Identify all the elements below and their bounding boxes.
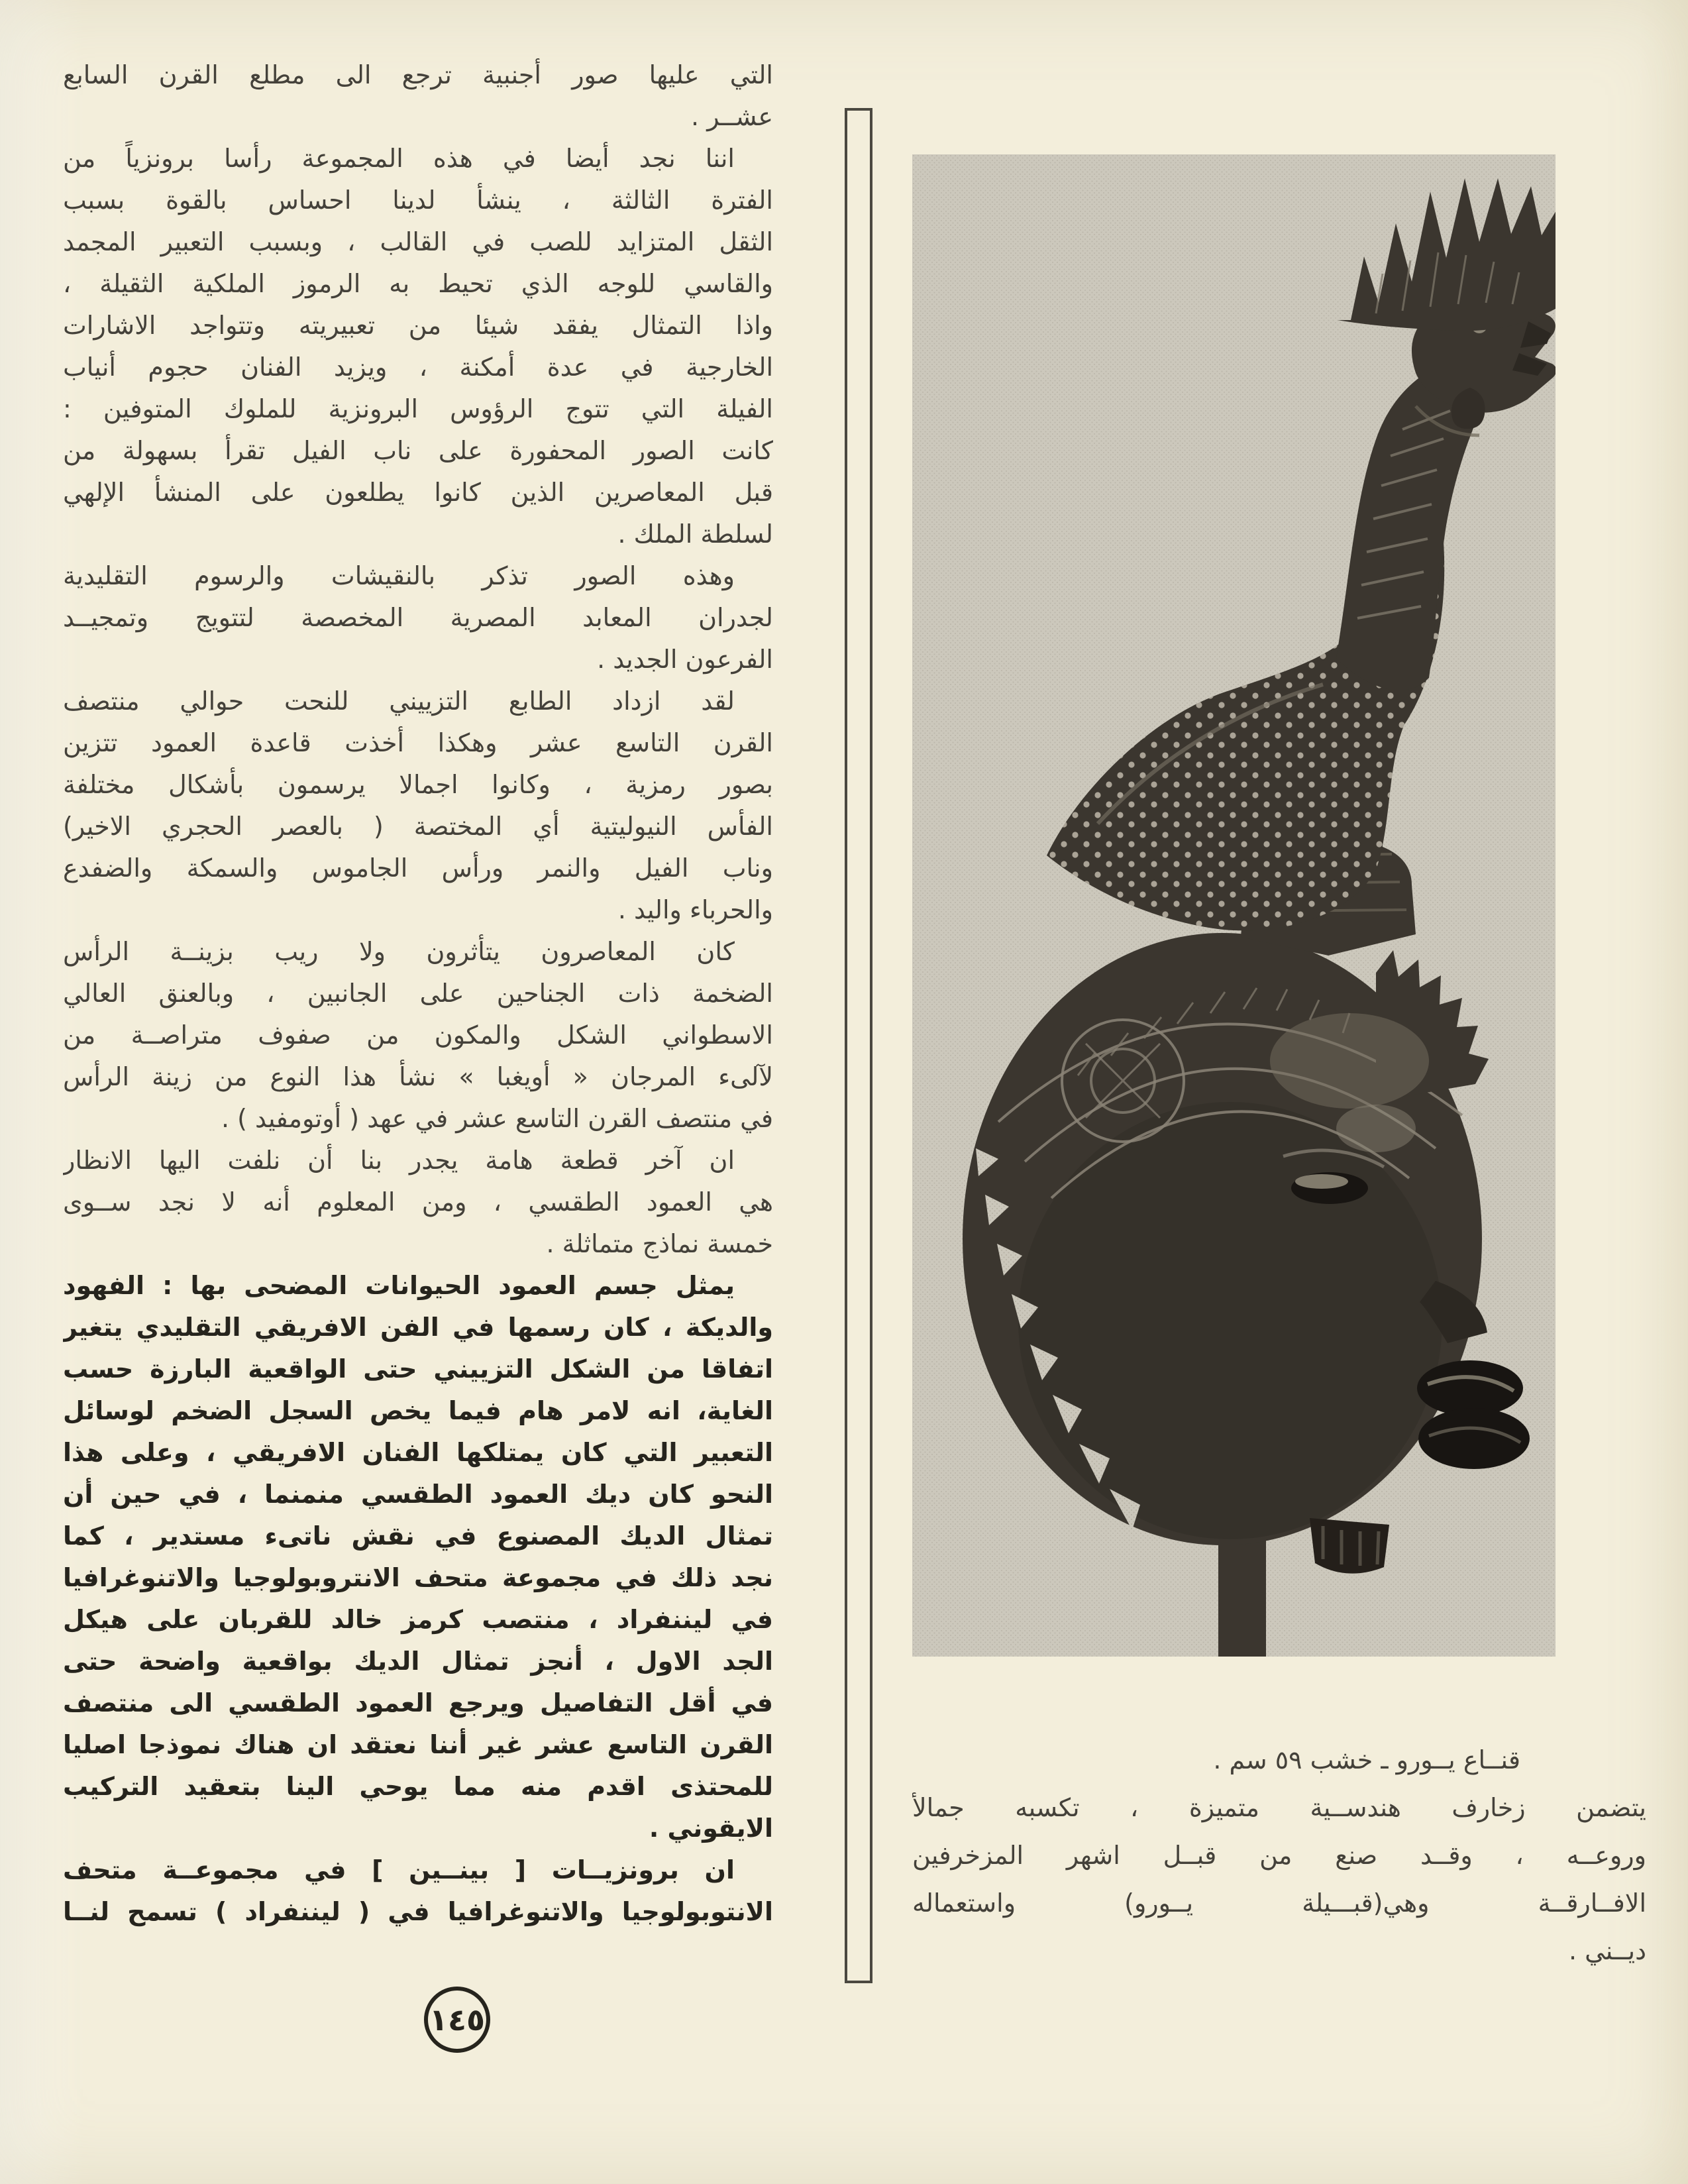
text-line: الفرعون الجديد . (597, 645, 773, 674)
text-line: في منتصف القرن التاسع عشر في عهد ( أوتومفيد ) . (221, 1104, 773, 1133)
column-separator-rule (845, 108, 872, 1983)
text-line: وهذه الصور تذكر بالنقيشات والرسوم التقليدية (63, 561, 735, 590)
text-line: واذا التمثال يفقد شيئا من تعبيريته وتتواجد الاشارات (63, 311, 773, 340)
page-number-badge (424, 1987, 490, 2053)
text-line: الغاية، انه لامر هام فيما يخص السجل الضخم لوسائل (63, 1396, 773, 1425)
text-line: عشــر . (691, 102, 773, 131)
text-line: لقد ازداد الطابع التزييني للنحت حوالي منتصف (63, 686, 735, 716)
text-line: نجد ذلك في مجموعة متحف الانتروبولوجيا والاتنوغرافيا (63, 1563, 773, 1592)
text-line: كانت الصور المحفورة على ناب الفيل تقرأ بسهولة من (63, 436, 773, 465)
text-line: والحرباء واليد . (617, 895, 773, 924)
text-line: والديكة ، كان رسمها في الفن الافريقي التقليدي يتغير (63, 1313, 773, 1342)
article-text (63, 54, 773, 1933)
page-number: ١٤٥ (429, 2002, 486, 2038)
text-line: قبل المعاصرين الذين كانوا يطلعون على المنشأ الإلهي (63, 478, 773, 507)
text-line: ان برونزيــات [ بينــين ] في مجموعــة متحف (63, 1855, 735, 1884)
caption-line: وروعــه ، وقــد صنع من قبــل اشهر المزخرفين (912, 1841, 1646, 1870)
caption-line: ديــني . (1568, 1936, 1646, 1965)
text-line: والقاسي للوجه الذي تحيط به الرموز الملكية الثقيلة ، (63, 269, 773, 298)
text-line: الجد الاول ، أنجز تمثال الديك بواقعية واضحة حتى (63, 1647, 773, 1676)
text-line: الايقوني . (649, 1814, 773, 1843)
text-line: القرن التاسع عشر غير أننا نعتقد ان هناك نموذجا اصليا (63, 1730, 773, 1759)
text-line: لجدران المعابد المصرية المخصصة لتتويج وتمجيــد (63, 603, 773, 632)
text-line: بصور رمزية ، وكانوا اجمالا يرسمون بأشكال مختلفة (63, 770, 773, 799)
text-line: اتفاقا من الشكل التزييني حتى الواقعية البارزة حسب (63, 1354, 773, 1384)
text-line: هي العمود الطقسي ، ومن المعلوم أنه لا نجد ســوى (63, 1187, 773, 1217)
text-line: لسلطة الملك . (617, 519, 773, 549)
mask-photograph (912, 154, 1556, 1657)
text-line: لآلىء المرجان « أويغبا » نشأ هذا النوع من زينة الرأس (63, 1062, 773, 1091)
text-line: النحو كان ديك العمود الطقسي منمنما ، في حين أن (63, 1480, 773, 1509)
text-line: الثقل المتزايد للصب في القالب ، وبسبب التعبير المجمد (63, 227, 773, 256)
text-line: للمحتذى اقدم منه مما يوحي الينا بتعقيد التركيب (63, 1772, 773, 1801)
caption-line: الافــارقــة وهي(قبـــيلة يــورو) واستعماله (912, 1888, 1646, 1918)
text-line: الانتوبولوجيا والاتنوغرافيا في ( ليننفراد ) تسمح لنــا (63, 1897, 773, 1926)
text-line: الضخمة ذات الجناحين على الجانبين ، وبالعنق العالي (63, 979, 773, 1008)
text-line: التعبير التي كان يمتلكها الفنان الافريقي ، وعلى هذا (63, 1438, 773, 1467)
text-line: الفأس النيوليتية أي المختصة ( بالعصر الحجري الاخير) (63, 812, 773, 841)
caption-line: قنــاع يــورو ـ خشب ٥٩ سم . (1213, 1745, 1520, 1774)
text-line: في ليننفراد ، منتصب كرمز خالد للقربان على هيكل (63, 1605, 773, 1634)
text-line: التي عليها صور أجنبية ترجع الى مطلع القرن السابع (63, 60, 773, 89)
caption-line: يتضمن زخارف هندســية متميزة ، تكسبه جمالأ (912, 1793, 1646, 1822)
text-line: وناب الفيل والنمر ورأس الجاموس والسمكة والضفدع (63, 853, 773, 883)
text-line: في أقل التفاصيل ويرجع العمود الطقسي الى منتصف (63, 1688, 773, 1718)
text-line: كان المعاصرون يتأثرون ولا ريب بزينــة الرأس (63, 937, 735, 966)
text-line: الفيلة التي تتوج الرؤوس البرونزية للملوك المتوفين : (63, 394, 773, 423)
figure-caption (912, 1736, 1646, 1975)
text-line: يمثل جسم العمود الحيوانات المضحى بها : الفهود (63, 1271, 735, 1300)
text-line: ان آخر قطعة هامة يجدر بنا أن نلفت اليها الانظار (63, 1146, 735, 1175)
text-line: اننا نجد أيضا في هذه المجموعة رأسا برونزياً من (63, 144, 735, 173)
text-line: الاسطواني الشكل والمكون من صفوف متراصــة من (63, 1020, 773, 1050)
text-line: الخارجية في عدة أمكنة ، ويزيد الفنان حجوم أنياب (63, 353, 773, 382)
text-line: الفترة الثالثة ، ينشأ لدينا احساس بالقوة بسبب (63, 186, 773, 215)
text-line: خمسة نماذج متماثلة . (546, 1229, 773, 1258)
text-line: تمثال الديك المصنوع في نقش ناتىء مستدير ، كما (63, 1521, 773, 1551)
text-line: القرن التاسع عشر وهكذا أخذت قاعدة العمود تتزين (63, 728, 773, 757)
